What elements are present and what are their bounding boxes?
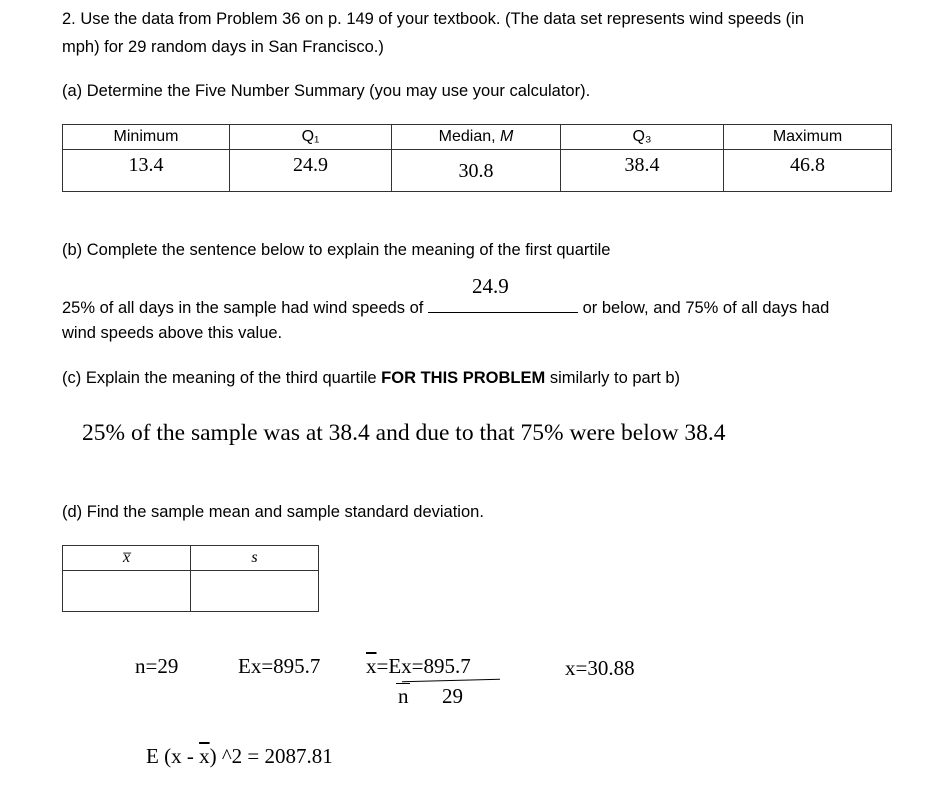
sentence-post: or below, and 75% of all days had — [582, 299, 830, 317]
value-q3: 38.4 — [561, 150, 724, 192]
part-c-prompt — [62, 369, 680, 388]
part-c-answer: 25% of the sample was at 38.4 and due to that 75% were below 38.4 — [82, 420, 726, 446]
sum-squares-xbar: $\overline{x}$ — [199, 744, 210, 768]
work-xbar-result: x=30.88 — [565, 656, 635, 680]
header-median-symbol: M — [500, 128, 514, 145]
part-b-sentence — [62, 274, 830, 318]
part-a-prompt: (a) Determine the Five Number Summary (you may use your calculator). — [62, 82, 591, 100]
header-median — [392, 125, 561, 150]
five-number-summary-table — [62, 124, 892, 192]
work-xbar-symbol: $\overline{x}$ — [366, 654, 377, 678]
q1-answer-value: 24.9 — [471, 274, 509, 298]
value-minimum: 13.4 — [63, 150, 230, 192]
table-header-row — [63, 125, 892, 150]
header-q1: Q₁ — [230, 125, 392, 150]
header-minimum: Minimum — [63, 125, 230, 150]
part-b-prompt: (b) Complete the sentence below to explain the meaning of the first quartile — [62, 241, 611, 259]
part-c-post: similarly to part b) — [545, 369, 681, 387]
header-sample-mean: x̅ — [63, 546, 191, 571]
work-denominator-n: n — [398, 684, 409, 708]
work-denominator-29: 29 — [442, 684, 463, 708]
sum-squares-pre: E (x - — [146, 744, 200, 768]
value-maximum: 46.8 — [724, 150, 892, 192]
sample-mean-cell[interactable] — [63, 571, 191, 612]
q1-answer-blank[interactable] — [428, 274, 578, 313]
value-q1: 24.9 — [230, 150, 392, 192]
header-maximum: Maximum — [724, 125, 892, 150]
table-value-row — [63, 150, 892, 192]
part-d-prompt: (d) Find the sample mean and sample standard deviation. — [62, 503, 484, 521]
sentence-pre: 25% of all days in the sample had wind speeds of — [62, 299, 424, 317]
part-c-pre: (c) Explain the meaning of the third quartile — [62, 369, 382, 387]
part-b-sentence-line-2: wind speeds above this value. — [62, 324, 283, 342]
work-sum: Ex=895.7 — [238, 654, 321, 678]
value-median: 30.8 — [392, 150, 561, 192]
work-xbar-expression: =Ex=895.7 — [376, 654, 471, 678]
sum-squares-post: ) ^2 = 2087.81 — [209, 744, 333, 768]
fraction-bar — [402, 679, 500, 683]
sample-sd-cell[interactable] — [191, 571, 319, 612]
work-n: n=29 — [135, 654, 179, 678]
header-q3: Q₃ — [561, 125, 724, 150]
mean-sd-table — [62, 545, 319, 612]
problem-intro-line-1: 2. Use the data from Problem 36 on p. 149 of your textbook. (The data set represents wind speeds (in — [62, 10, 804, 28]
mean-table-value-row — [63, 571, 319, 612]
mean-table-header-row — [63, 546, 319, 571]
part-c-bold: FOR THIS PROBLEM — [381, 369, 546, 387]
header-sample-sd: s — [191, 546, 319, 571]
work-xbar-formula — [366, 654, 471, 679]
header-median-label: Median, — [438, 128, 501, 145]
problem-intro-line-2: mph) for 29 random days in San Francisco.) — [62, 38, 384, 56]
work-sum-of-squares — [146, 744, 333, 769]
